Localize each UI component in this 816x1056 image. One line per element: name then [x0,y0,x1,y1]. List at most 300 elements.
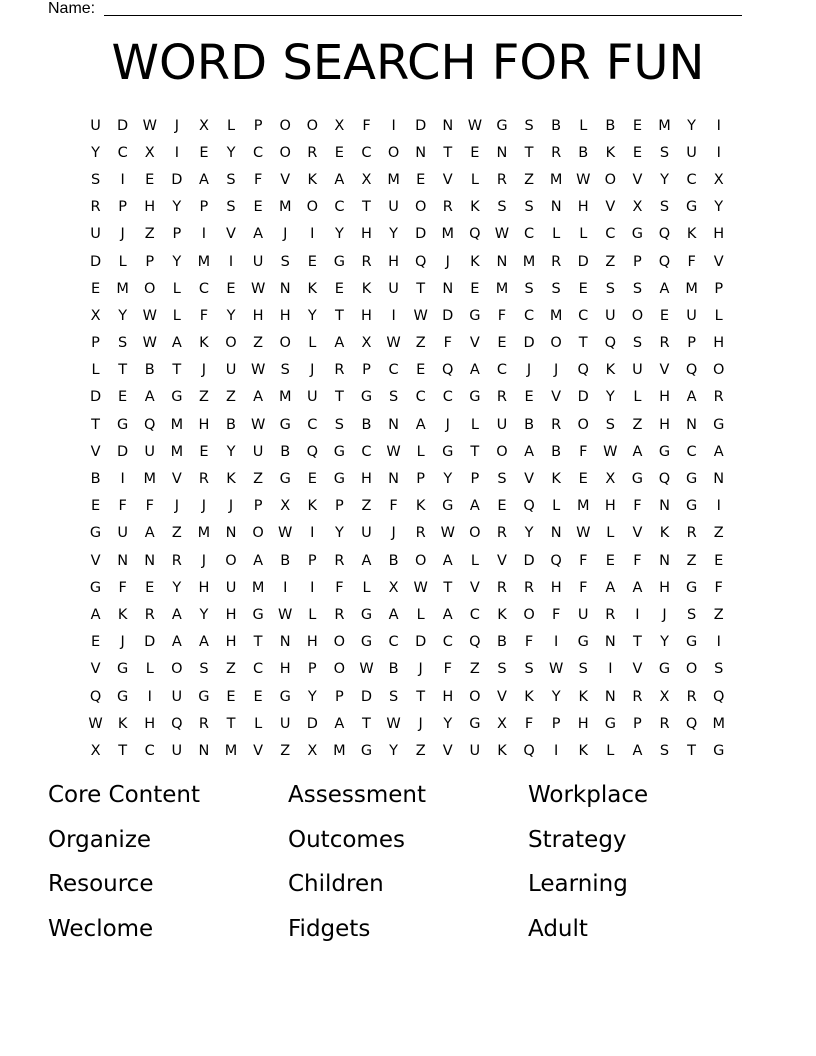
grid-cell[interactable]: G [360,389,373,406]
grid-cell[interactable]: H [144,715,156,732]
grid-cell[interactable]: Q [658,471,671,488]
grid-cell[interactable]: F [633,498,642,515]
grid-cell[interactable]: Z [605,253,616,270]
grid-cell[interactable]: Q [414,253,427,270]
grid-cell[interactable]: T [172,362,182,379]
grid-cell[interactable]: U [252,443,264,460]
grid-cell[interactable]: B [524,416,535,433]
grid-cell[interactable]: X [280,498,291,515]
grid-cell[interactable]: H [225,634,237,651]
grid-cell[interactable]: A [442,606,453,623]
grid-cell[interactable]: F [253,171,263,188]
grid-cell[interactable]: G [631,226,644,243]
grid-cell[interactable]: O [469,525,481,542]
grid-cell[interactable]: M [333,742,346,759]
grid-cell[interactable]: Y [660,171,669,188]
grid-cell[interactable]: G [685,579,698,596]
grid-cell[interactable]: T [91,416,100,433]
grid-cell[interactable]: R [442,199,453,216]
grid-cell[interactable]: I [554,634,559,651]
grid-cell[interactable]: H [713,226,725,243]
grid-cell[interactable]: A [632,443,643,460]
grid-cell[interactable]: Z [469,661,480,678]
grid-cell[interactable]: V [632,525,643,542]
grid-cell[interactable]: Q [306,443,318,460]
grid-cell[interactable]: F [714,579,723,596]
grid-cell[interactable]: B [226,416,236,433]
grid-cell[interactable]: F [389,498,398,515]
grid-cell[interactable]: K [551,471,561,488]
grid-cell[interactable]: R [551,253,562,270]
grid-cell[interactable]: Y [199,606,209,623]
grid-cell[interactable]: D [171,171,183,188]
grid-cell[interactable]: H [279,661,291,678]
grid-cell[interactable]: V [551,389,562,406]
grid-cell[interactable]: A [334,715,345,732]
grid-cell[interactable]: Q [685,362,698,379]
grid-cell[interactable]: Z [686,552,697,569]
grid-cell[interactable]: P [118,199,128,216]
grid-cell[interactable]: L [172,280,181,297]
grid-cell[interactable]: V [253,742,264,759]
grid-cell[interactable]: S [524,117,534,134]
grid-cell[interactable]: B [280,552,291,569]
grid-cell[interactable]: C [442,634,453,651]
grid-cell[interactable]: M [278,389,292,406]
grid-cell[interactable]: N [550,199,562,216]
grid-cell[interactable]: Z [415,742,426,759]
grid-cell[interactable]: Z [524,171,535,188]
grid-cell[interactable]: K [117,715,128,732]
grid-cell[interactable]: R [686,525,697,542]
grid-cell[interactable]: T [443,579,453,596]
grid-cell[interactable]: R [496,579,507,596]
grid-cell[interactable]: W [413,579,428,596]
grid-cell[interactable]: V [632,171,643,188]
grid-cell[interactable]: U [252,253,264,270]
grid-cell[interactable]: Z [713,525,724,542]
grid-cell[interactable]: N [604,688,616,705]
grid-cell[interactable]: Y [91,144,100,161]
grid-cell[interactable]: I [716,498,721,515]
grid-cell[interactable]: A [469,362,480,379]
grid-cell[interactable]: C [361,144,372,161]
grid-cell[interactable]: T [362,199,371,216]
grid-cell[interactable]: P [145,253,155,270]
grid-cell[interactable]: O [414,552,427,569]
grid-cell[interactable]: P [253,117,263,134]
grid-cell[interactable]: F [579,579,588,596]
grid-cell[interactable]: T [443,144,453,161]
grid-cell[interactable]: S [524,661,534,678]
grid-cell[interactable]: T [118,742,128,759]
grid-cell[interactable]: R [198,715,209,732]
grid-cell[interactable]: R [144,606,155,623]
grid-cell[interactable]: E [90,280,101,297]
grid-cell[interactable]: R [334,362,345,379]
grid-cell[interactable]: Q [712,688,725,705]
grid-cell[interactable]: J [174,498,179,515]
grid-cell[interactable]: N [225,525,237,542]
grid-cell[interactable]: G [333,253,346,270]
grid-cell[interactable]: Y [334,525,344,542]
grid-cell[interactable]: K [199,335,209,352]
grid-cell[interactable]: V [496,688,507,705]
grid-cell[interactable]: L [633,389,642,406]
grid-cell[interactable]: G [577,634,589,651]
grid-cell[interactable]: G [496,117,508,134]
grid-cell[interactable]: Q [89,688,102,705]
grid-cell[interactable]: N [442,280,454,297]
grid-cell[interactable]: F [524,715,534,732]
grid-cell[interactable]: G [89,579,102,596]
grid-cell[interactable]: O [333,661,346,678]
grid-cell[interactable]: G [198,688,210,705]
grid-cell[interactable]: I [635,606,640,623]
grid-cell[interactable]: W [250,416,266,433]
grid-cell[interactable]: N [604,634,616,651]
grid-cell[interactable]: W [413,307,428,324]
grid-cell[interactable]: R [496,389,507,406]
grid-cell[interactable]: E [90,498,101,515]
grid-cell[interactable]: B [605,117,616,134]
grid-cell[interactable]: S [632,280,643,297]
grid-cell[interactable]: W [386,715,401,732]
grid-cell[interactable]: Q [171,715,183,732]
grid-cell[interactable]: S [226,199,236,216]
grid-cell[interactable]: V [280,171,291,188]
grid-cell[interactable]: E [307,471,317,488]
grid-cell[interactable]: E [416,171,426,188]
grid-cell[interactable]: H [198,416,210,433]
grid-cell[interactable]: W [440,525,455,542]
grid-cell[interactable]: U [605,307,616,324]
grid-cell[interactable]: B [361,416,372,433]
grid-cell[interactable]: A [686,389,697,406]
grid-cell[interactable]: H [306,634,318,651]
grid-cell[interactable]: G [360,606,373,623]
grid-cell[interactable]: U [225,362,237,379]
grid-cell[interactable]: O [631,307,644,324]
grid-cell[interactable]: C [578,307,589,324]
grid-cell[interactable]: H [659,389,670,406]
grid-cell[interactable]: X [605,471,616,488]
grid-cell[interactable]: S [605,280,615,297]
grid-cell[interactable]: U [279,715,291,732]
grid-cell[interactable]: B [280,443,291,460]
grid-cell[interactable]: H [713,335,725,352]
grid-cell[interactable]: Y [172,253,182,270]
grid-cell[interactable]: N [659,552,670,569]
grid-cell[interactable]: T [334,307,344,324]
grid-cell[interactable]: S [388,688,399,705]
grid-cell[interactable]: S [118,335,128,352]
grid-cell[interactable]: U [686,307,697,324]
grid-cell[interactable]: G [658,661,671,678]
grid-cell[interactable]: B [388,661,399,678]
grid-cell[interactable]: L [470,552,479,569]
grid-cell[interactable]: U [469,742,481,759]
grid-cell[interactable]: V [442,171,453,188]
grid-cell[interactable]: I [228,253,234,270]
grid-cell[interactable]: S [632,335,643,352]
grid-cell[interactable]: W [88,715,103,732]
grid-cell[interactable]: R [551,416,562,433]
grid-cell[interactable]: G [117,416,129,433]
grid-cell[interactable]: N [144,552,156,569]
grid-cell[interactable]: H [577,199,589,216]
grid-cell[interactable]: L [552,498,561,515]
grid-cell[interactable]: Y [605,389,615,406]
grid-cell[interactable]: S [714,661,724,678]
grid-cell[interactable]: A [632,579,643,596]
grid-cell[interactable]: H [361,471,372,488]
grid-cell[interactable]: K [307,280,318,297]
grid-cell[interactable]: G [279,471,291,488]
grid-cell[interactable]: L [308,335,317,352]
grid-cell[interactable]: N [496,253,508,270]
name-underline[interactable] [104,15,742,16]
grid-cell[interactable]: V [659,362,670,379]
grid-cell[interactable]: K [226,471,236,488]
grid-cell[interactable]: L [470,171,479,188]
grid-cell[interactable]: W [142,307,157,324]
grid-cell[interactable]: A [632,742,643,759]
grid-cell[interactable]: R [496,525,507,542]
grid-cell[interactable]: Q [550,552,562,569]
grid-cell[interactable]: C [496,362,508,379]
grid-cell[interactable]: W [386,443,401,460]
grid-cell[interactable]: H [577,715,589,732]
grid-cell[interactable]: E [578,471,588,488]
grid-cell[interactable]: M [278,199,292,216]
grid-cell[interactable]: G [442,498,454,515]
grid-cell[interactable]: T [416,688,426,705]
grid-cell[interactable]: R [686,688,697,705]
grid-cell[interactable]: V [442,742,453,759]
grid-cell[interactable]: C [415,389,426,406]
grid-cell[interactable]: Y [334,226,344,243]
grid-cell[interactable]: E [334,144,344,161]
grid-cell[interactable]: R [605,606,616,623]
grid-cell[interactable]: Z [415,335,426,352]
grid-cell[interactable]: S [280,253,290,270]
grid-cell[interactable]: F [335,579,344,596]
grid-cell[interactable]: J [228,498,234,515]
grid-cell[interactable]: F [362,117,371,134]
grid-cell[interactable]: C [523,307,535,324]
grid-cell[interactable]: W [494,226,510,243]
grid-cell[interactable]: L [470,416,479,433]
grid-cell[interactable]: N [713,471,725,488]
grid-cell[interactable]: W [278,525,293,542]
grid-cell[interactable]: L [606,525,615,542]
grid-cell[interactable]: U [171,742,183,759]
grid-cell[interactable]: I [120,171,125,188]
grid-cell[interactable]: O [225,552,237,569]
grid-cell[interactable]: H [659,416,670,433]
grid-cell[interactable]: Z [144,226,155,243]
grid-cell[interactable]: V [496,552,507,569]
grid-cell[interactable]: A [605,579,616,596]
grid-cell[interactable]: P [633,253,642,270]
grid-cell[interactable]: P [362,362,371,379]
grid-cell[interactable]: Z [253,335,264,352]
grid-cell[interactable]: H [198,579,210,596]
grid-cell[interactable]: V [226,226,236,243]
grid-cell[interactable]: P [335,688,344,705]
grid-cell[interactable]: S [90,171,101,188]
grid-cell[interactable]: W [278,606,293,623]
grid-cell[interactable]: Q [577,362,589,379]
grid-cell[interactable]: M [197,525,211,542]
grid-cell[interactable]: D [144,634,156,651]
grid-cell[interactable]: S [605,416,615,433]
grid-cell[interactable]: P [253,498,263,515]
grid-cell[interactable]: S [524,280,534,297]
grid-cell[interactable]: F [118,579,127,596]
grid-cell[interactable]: T [470,443,480,460]
grid-cell[interactable]: S [334,416,344,433]
grid-cell[interactable]: Y [118,307,128,324]
grid-cell[interactable]: W [603,443,618,460]
grid-cell[interactable]: I [174,144,179,161]
grid-cell[interactable]: L [254,715,263,732]
grid-cell[interactable]: X [713,171,724,188]
grid-cell[interactable]: F [551,606,561,623]
grid-cell[interactable]: Y [687,117,697,134]
grid-cell[interactable]: J [662,606,667,623]
grid-cell[interactable]: O [252,525,264,542]
grid-cell[interactable]: F [118,498,127,515]
grid-cell[interactable]: D [415,634,427,651]
grid-cell[interactable]: D [360,688,373,705]
grid-cell[interactable]: X [496,715,507,732]
grid-cell[interactable]: M [143,471,156,488]
grid-cell[interactable]: R [551,144,562,161]
grid-cell[interactable]: Y [389,226,398,243]
grid-cell[interactable]: K [361,280,372,297]
grid-cell[interactable]: O [225,335,237,352]
grid-cell[interactable]: H [361,307,372,324]
grid-cell[interactable]: Q [658,226,671,243]
grid-cell[interactable]: M [658,117,671,134]
grid-cell[interactable]: N [279,280,291,297]
grid-cell[interactable]: Y [389,742,398,759]
grid-cell[interactable]: U [361,525,372,542]
grid-cell[interactable]: U [577,606,589,623]
grid-cell[interactable]: C [361,443,372,460]
grid-cell[interactable]: K [415,498,426,515]
grid-cell[interactable]: G [469,389,481,406]
grid-cell[interactable]: J [174,117,179,134]
grid-cell[interactable]: Y [524,525,534,542]
grid-cell[interactable]: E [307,253,317,270]
grid-cell[interactable]: Y [172,199,182,216]
grid-cell[interactable]: R [361,253,372,270]
grid-cell[interactable]: M [197,253,211,270]
grid-cell[interactable]: O [523,606,535,623]
grid-cell[interactable]: G [442,443,454,460]
grid-cell[interactable]: P [687,335,696,352]
grid-cell[interactable]: C [388,362,399,379]
grid-cell[interactable]: P [633,715,642,732]
grid-cell[interactable]: R [334,606,345,623]
grid-cell[interactable]: V [90,661,101,678]
grid-cell[interactable]: D [577,389,589,406]
grid-cell[interactable]: P [714,280,724,297]
grid-cell[interactable]: R [334,552,345,569]
grid-cell[interactable]: E [605,552,615,569]
grid-cell[interactable]: H [144,199,156,216]
grid-cell[interactable]: D [89,389,102,406]
grid-cell[interactable]: J [391,525,396,542]
grid-cell[interactable]: Z [361,498,372,515]
grid-cell[interactable]: U [171,688,183,705]
grid-cell[interactable]: J [201,552,207,569]
grid-cell[interactable]: E [497,498,507,515]
grid-cell[interactable]: G [713,742,725,759]
grid-cell[interactable]: V [90,552,101,569]
grid-cell[interactable]: L [145,661,154,678]
grid-cell[interactable]: Q [442,362,454,379]
grid-cell[interactable]: Z [226,389,236,406]
grid-cell[interactable]: R [659,335,670,352]
grid-cell[interactable]: U [306,389,318,406]
grid-cell[interactable]: P [551,715,561,732]
grid-cell[interactable]: O [279,144,291,161]
grid-cell[interactable]: F [443,335,452,352]
grid-cell[interactable]: A [253,226,264,243]
grid-cell[interactable]: T [524,144,534,161]
grid-cell[interactable]: U [388,199,399,216]
grid-cell[interactable]: W [576,525,591,542]
grid-cell[interactable]: E [226,688,236,705]
grid-cell[interactable]: C [117,144,128,161]
grid-cell[interactable]: D [523,335,535,352]
grid-cell[interactable]: F [497,307,507,324]
grid-cell[interactable]: A [90,606,101,623]
grid-cell[interactable]: S [551,280,561,297]
grid-cell[interactable]: K [307,171,318,188]
grid-cell[interactable]: C [442,389,453,406]
grid-cell[interactable]: W [250,280,266,297]
grid-cell[interactable]: M [170,443,184,460]
grid-cell[interactable]: S [524,199,534,216]
grid-cell[interactable]: V [90,443,101,460]
grid-cell[interactable]: I [716,634,721,651]
grid-cell[interactable]: G [117,661,129,678]
grid-cell[interactable]: O [414,199,427,216]
grid-cell[interactable]: N [198,742,210,759]
grid-cell[interactable]: R [659,715,670,732]
grid-cell[interactable]: A [171,634,182,651]
grid-cell[interactable]: D [415,226,427,243]
grid-cell[interactable]: O [685,661,698,678]
grid-cell[interactable]: E [659,307,670,324]
grid-cell[interactable]: E [253,199,263,216]
grid-cell[interactable]: T [687,742,697,759]
grid-cell[interactable]: D [89,253,102,270]
grid-cell[interactable]: I [283,579,288,596]
grid-cell[interactable]: A [171,335,182,352]
grid-cell[interactable]: T [632,634,642,651]
grid-cell[interactable]: M [712,715,725,732]
grid-cell[interactable]: L [579,226,588,243]
grid-cell[interactable]: Q [523,742,535,759]
grid-cell[interactable]: Q [469,226,481,243]
grid-cell[interactable]: S [687,606,697,623]
